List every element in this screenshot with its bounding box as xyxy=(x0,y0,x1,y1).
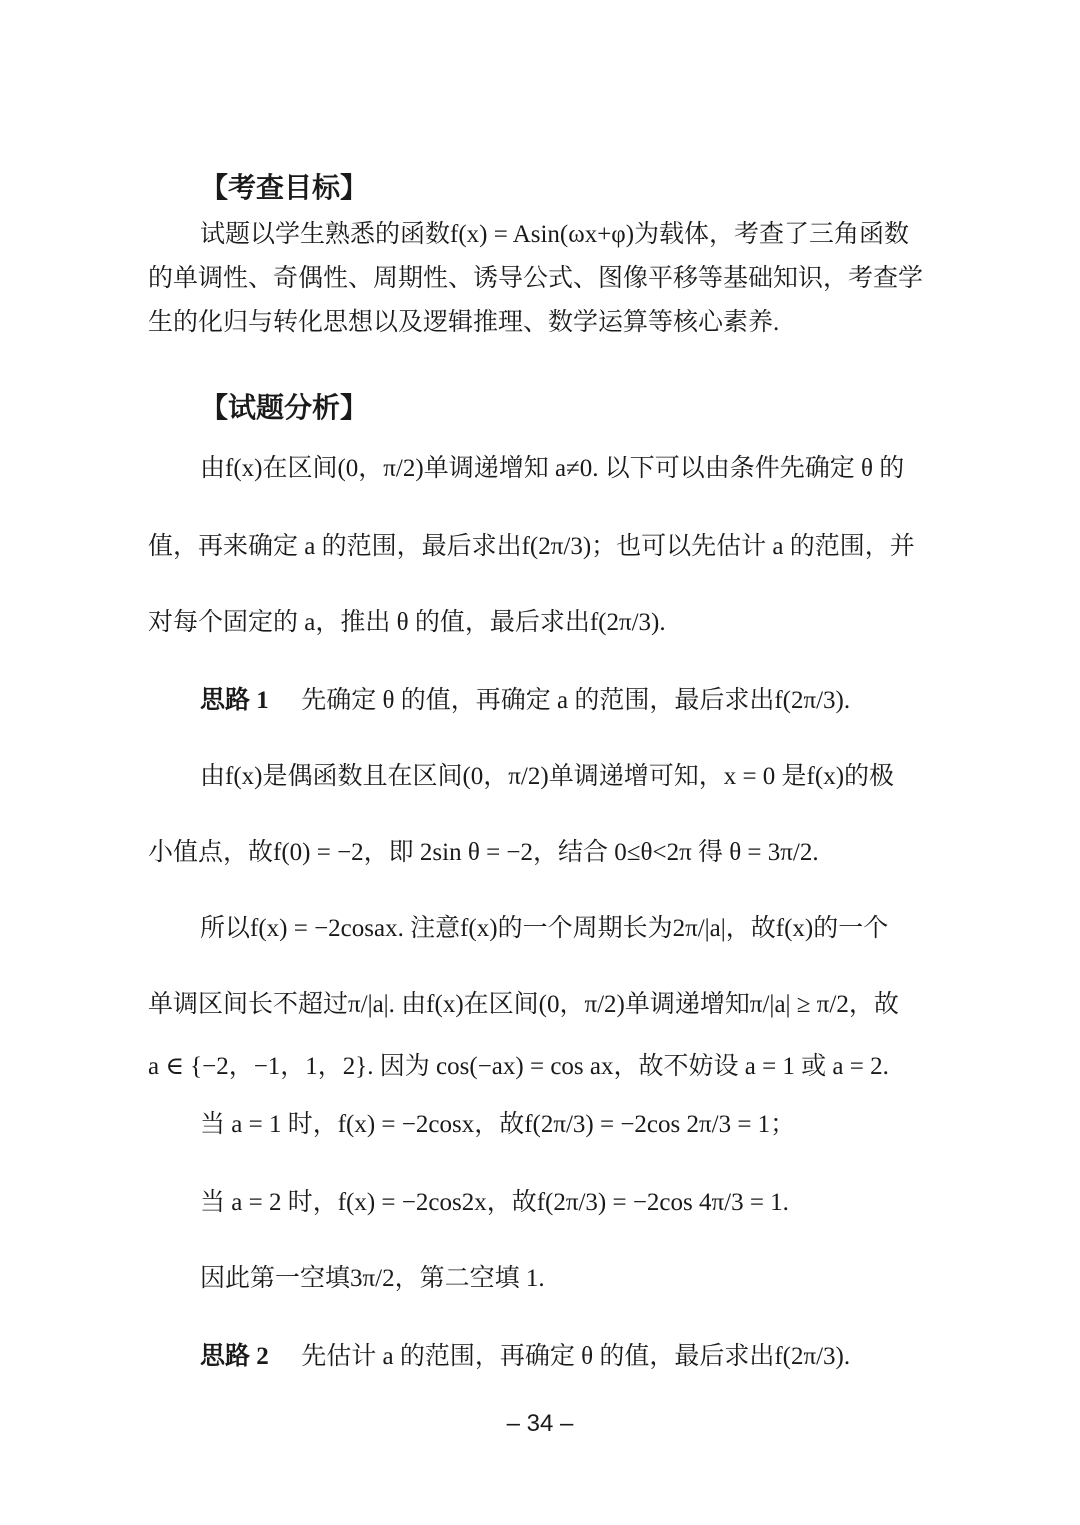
paragraph-line: 当 a = 1 时，f(x) = −2cosx，故f(2π/3) = −2cos 2π/3 = 1； xyxy=(200,1111,796,1138)
method-label: 思路 1 xyxy=(200,687,269,714)
method-description: 先确定 θ 的值，再确定 a 的范围，最后求出f(2π/3). xyxy=(301,687,851,714)
paragraph-line: 试题以学生熟悉的函数f(x) = Asin(ωx+φ)为载体，考查了三角函数 xyxy=(200,221,910,248)
paragraph-line: 的单调性、奇偶性、周期性、诱导公式、图像平移等基础知识，考查学 xyxy=(148,265,924,292)
paragraph-line: 所以f(x) = −2cosax. 注意f(x)的一个周期长为2π/|a|，故f(x)的一个 xyxy=(200,915,889,942)
method-1-line xyxy=(200,684,1000,718)
method-2-line xyxy=(200,1340,1000,1374)
paragraph-line: 对每个固定的 a，推出 θ 的值，最后求出f(2π/3). xyxy=(148,609,666,636)
section-heading-objective: 【考查目标】 xyxy=(200,171,369,204)
paragraph-line: 单调区间长不超过π/|a|. 由f(x)在区间(0，π/2)单调递增知π/|a| ≥ π/2，故 xyxy=(148,991,899,1018)
paragraph-line: 小值点，故f(0) = −2，即 2sin θ = −2，结合 0≤θ<2π 得 θ = 3π/2. xyxy=(148,839,819,866)
paragraph-line: 因此第一空填3π/2，第二空填 1. xyxy=(200,1265,545,1292)
page-number: – 34 – xyxy=(506,1410,574,1437)
paragraph-line: 值，再来确定 a 的范围，最后求出f(2π/3)；也可以先估计 a 的范围，并 xyxy=(148,533,915,560)
section-heading-analysis: 【试题分析】 xyxy=(200,391,369,424)
paragraph-line: 当 a = 2 时，f(x) = −2cos2x，故f(2π/3) = −2cos 4π/3 = 1. xyxy=(200,1189,789,1216)
paragraph-line: a ∈ {−2，−1，1，2}. 因为 cos(−ax) = cos ax，故不妨设 a = 1 或 a = 2. xyxy=(148,1053,889,1080)
paragraph-line: 由f(x)在区间(0，π/2)单调递增知 a≠0. 以下可以由条件先确定 θ 的 xyxy=(200,455,905,482)
paragraph-line: 由f(x)是偶函数且在区间(0，π/2)单调递增可知，x = 0 是f(x)的极 xyxy=(200,763,895,790)
paragraph-line: 生的化归与转化思想以及逻辑推理、数学运算等核心素养. xyxy=(148,309,780,336)
method-label: 思路 2 xyxy=(200,1343,269,1370)
method-description: 先估计 a 的范围，再确定 θ 的值，最后求出f(2π/3). xyxy=(301,1343,851,1370)
